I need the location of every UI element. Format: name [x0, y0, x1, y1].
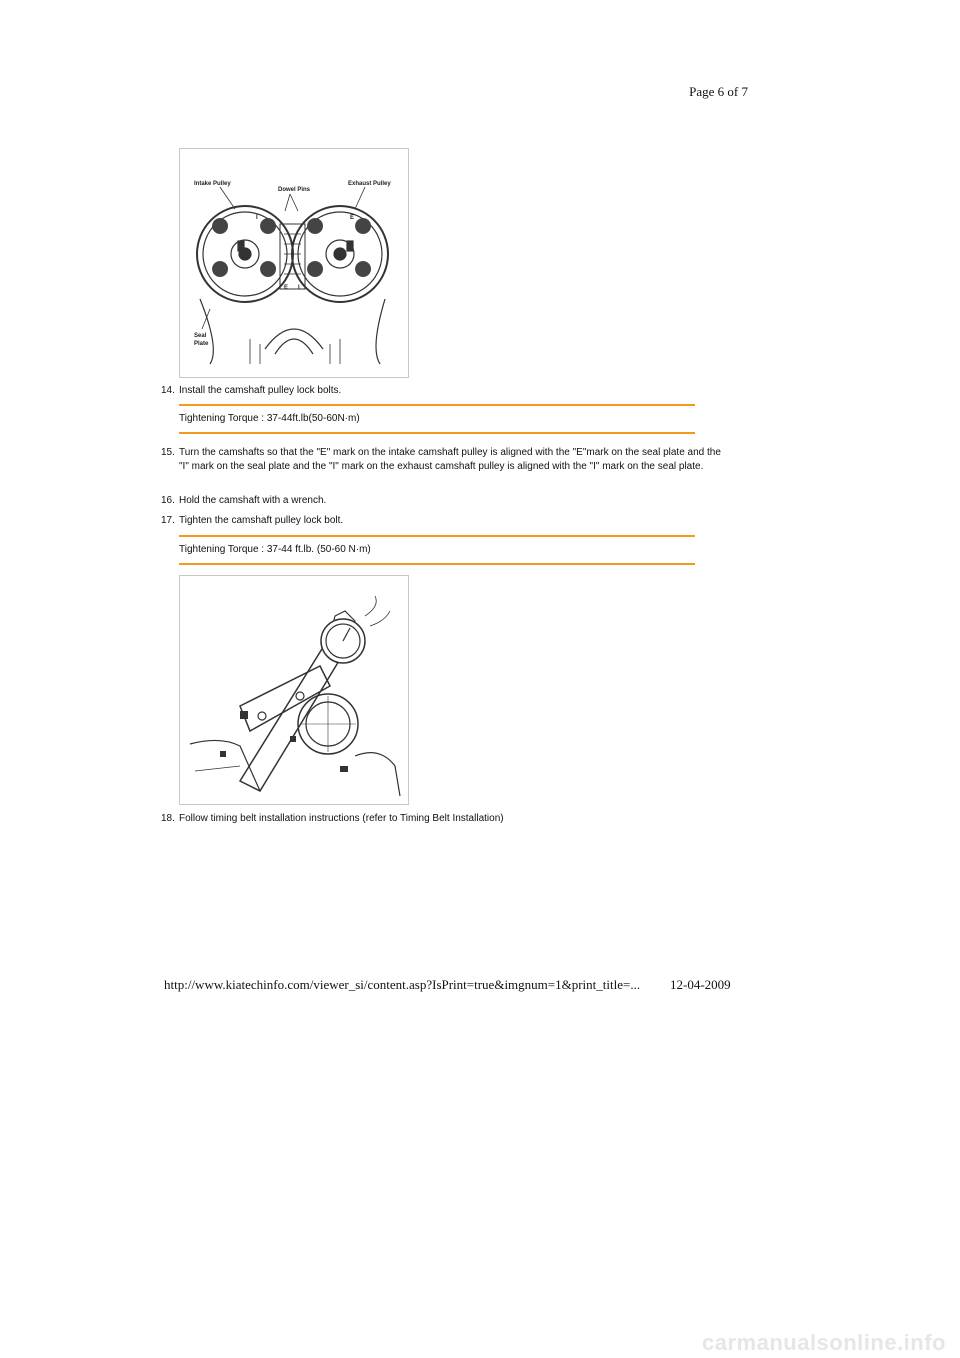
spec-rule: [179, 535, 695, 537]
mark-e-bottom-label: E: [284, 285, 289, 291]
step-text: Turn the camshafts so that the "E" mark on the intake camshaft pulley is aligned with the "E"mark on the seal plate and the "I" mark on the seal plate and the "I" mark on the exhaust camshaft pulley is aligned with the "I" mark on the seal plate.: [179, 447, 721, 472]
mark-i-top-label: I: [256, 215, 258, 221]
spec-rule: [179, 404, 695, 406]
step-14: [161, 384, 721, 398]
step-number: 14.: [161, 385, 175, 396]
step-16: [161, 494, 721, 508]
page-number: Page 6 of 7: [689, 84, 748, 99]
step-18: [161, 812, 721, 826]
mark-e-top-label: E: [350, 215, 355, 221]
step-text: Follow timing belt installation instructions (refer to Timing Belt Installation): [179, 813, 504, 824]
camshaft-pulleys-illustration: [179, 148, 409, 378]
step-15: [161, 446, 721, 474]
plate-label: Plate: [194, 341, 209, 347]
step-text: Install the camshaft pulley lock bolts.: [179, 385, 342, 396]
mark-i-bottom-label: I: [298, 285, 300, 291]
tightening-torque-spec: Tightening Torque : 37-44ft.lb(50-60N·m): [179, 413, 360, 424]
step-number: 17.: [161, 515, 175, 526]
print-date: 12-04-2009: [670, 977, 731, 992]
spec-rule: [179, 432, 695, 434]
step-number: 16.: [161, 495, 175, 506]
step-number: 18.: [161, 813, 175, 824]
seal-label: Seal: [194, 333, 207, 339]
intake-pulley-label: Intake Pulley: [194, 181, 231, 187]
dowel-pins-label: Dowel Pins: [278, 187, 311, 193]
tightening-torque-spec: Tightening Torque : 37-44 ft.lb. (50-60 N·m): [179, 544, 371, 555]
site-watermark: carmanualsonline.info: [702, 1330, 946, 1355]
step-text: Hold the camshaft with a wrench.: [179, 495, 327, 506]
step-number: 15.: [161, 447, 175, 458]
spec-rule: [179, 563, 695, 565]
exhaust-pulley-label: Exhaust Pulley: [348, 181, 391, 187]
step-17: [161, 514, 721, 528]
source-url: http://www.kiatechinfo.com/viewer_si/content.asp?IsPrint=true&imgnum=1&print_title=...: [164, 977, 641, 992]
torque-wrench-illustration: [179, 575, 409, 805]
step-text: Tighten the camshaft pulley lock bolt.: [179, 515, 344, 526]
